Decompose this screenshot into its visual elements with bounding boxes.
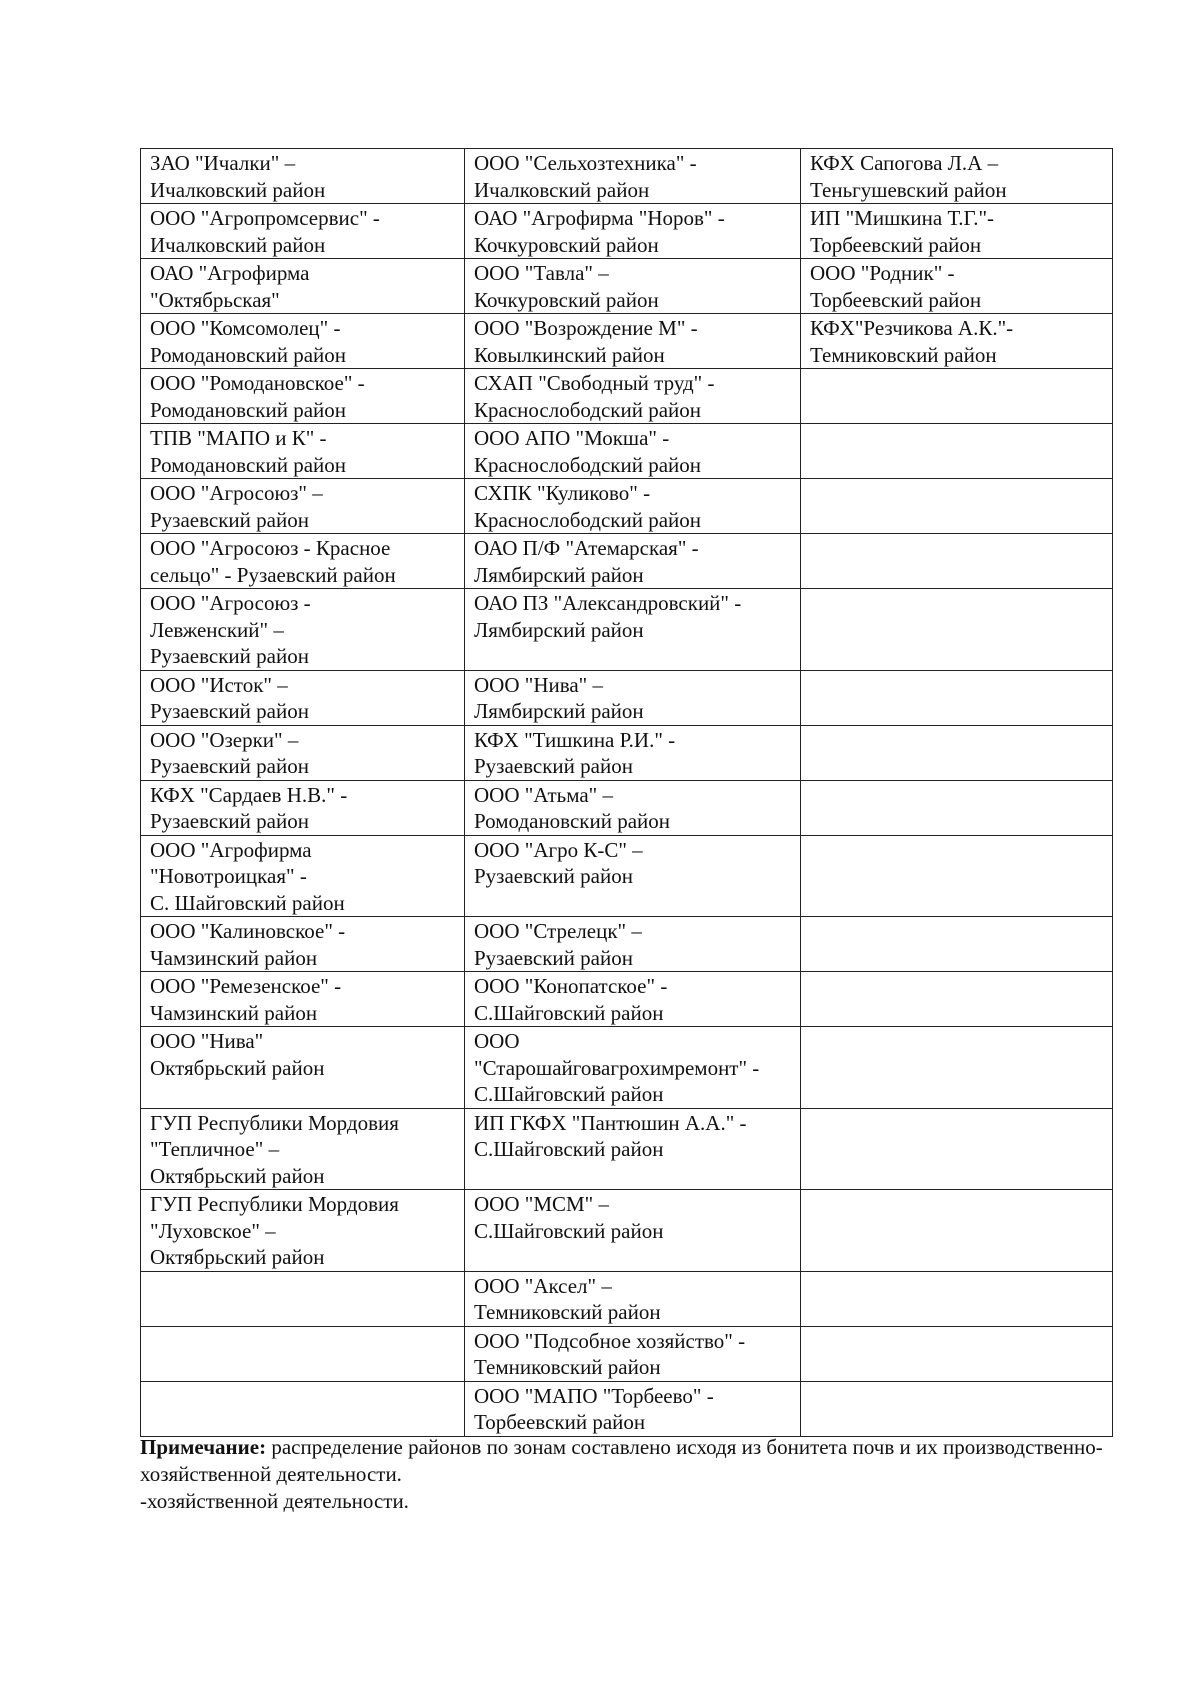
table-cell-col3 (801, 670, 1113, 725)
table-row (141, 259, 1113, 314)
table-row (141, 1381, 1113, 1436)
table-row (141, 725, 1113, 780)
table-cell-col2: ООО "Конопатское" - С.Шайговский район (465, 972, 801, 1027)
table-row (141, 369, 1113, 424)
table-cell-col1: ООО "Агросоюз" – Рузаевский район (141, 479, 465, 534)
table-row (141, 314, 1113, 369)
table-cell-col3 (801, 780, 1113, 835)
table-row (141, 1271, 1113, 1326)
table-cell-col2: ИП ГКФХ "Пантюшин А.А." - С.Шайговский район (465, 1108, 801, 1190)
table-cell-col3 (801, 725, 1113, 780)
table-row (141, 972, 1113, 1027)
table-cell-col2: ООО "Возрождение М" - Ковылкинский район (465, 314, 801, 369)
table-row (141, 1326, 1113, 1381)
table-row (141, 835, 1113, 917)
table-row (141, 1190, 1113, 1272)
enterprises-table (140, 148, 1113, 1437)
table-cell-col3 (801, 835, 1113, 917)
table-row (141, 479, 1113, 534)
table-cell-col2: ООО "Нива" – Лямбирский район (465, 670, 801, 725)
table-row (141, 424, 1113, 479)
table-cell-col1: ЗАО "Ичалки" – Ичалковский район (141, 149, 465, 204)
table-cell-col3 (801, 534, 1113, 589)
table-cell-col1 (141, 1326, 465, 1381)
table-cell-col3 (801, 1326, 1113, 1381)
table-cell-col1: КФХ "Сардаев Н.В." - Рузаевский район (141, 780, 465, 835)
table-cell-col1: ООО "Агрофирма "Новотроицкая" - С. Шайговский район (141, 835, 465, 917)
table-cell-col3 (801, 972, 1113, 1027)
table-cell-col3 (801, 1108, 1113, 1190)
table-cell-col3: ООО "Родник" - Торбеевский район (801, 259, 1113, 314)
table-cell-col2: ООО АПО "Мокша" - Краснослободский район (465, 424, 801, 479)
table-cell-col2: ООО "Старошайговагрохимремонт" - С.Шайговский район (465, 1027, 801, 1109)
table-cell-col3 (801, 917, 1113, 972)
note-label: Примечание: (140, 1435, 267, 1459)
table-cell-col1 (141, 1271, 465, 1326)
table-cell-col1: ООО "Агропромсервис" - Ичалковский район (141, 204, 465, 259)
table-cell-col2: СХАП "Свободный труд" - Краснослободский район (465, 369, 801, 424)
table-cell-col2: ООО "Стрелецк" – Рузаевский район (465, 917, 801, 972)
table-cell-col1: ООО "Ремезенское" - Чамзинский район (141, 972, 465, 1027)
table-cell-col3: КФХ Сапогова Л.А – Теньгушевский район (801, 149, 1113, 204)
table-cell-col2: ОАО ПЗ "Александровский" - Лямбирский район (465, 589, 801, 671)
table-cell-col3 (801, 424, 1113, 479)
table-cell-col2: ООО "МАПО "Торбеево" - Торбеевский район (465, 1381, 801, 1436)
table-cell-col3 (801, 369, 1113, 424)
table-cell-col2: ООО "Тавла" – Кочкуровский район (465, 259, 801, 314)
table-row (141, 534, 1113, 589)
table-cell-col2: ООО "Сельхозтехника" - Ичалковский район (465, 149, 801, 204)
table-cell-col2: ОАО П/Ф "Атемарская" - Лямбирский район (465, 534, 801, 589)
table-cell-col2: ООО "Подсобное хозяйство" - Темниковский район (465, 1326, 801, 1381)
note-main-line (140, 1435, 1103, 1486)
table-cell-col3 (801, 1271, 1113, 1326)
table-row (141, 1027, 1113, 1109)
table-row (141, 917, 1113, 972)
table-cell-col1: ООО "Агросоюз - Красное сельцо" - Рузаевский район (141, 534, 465, 589)
table-cell-col3: ИП "Мишкина Т.Г."- Торбеевский район (801, 204, 1113, 259)
table-row (141, 204, 1113, 259)
table-cell-col1: ООО "Агросоюз - Левженский" – Рузаевский район (141, 589, 465, 671)
note-extra-line: -хозяйственной деятельности. (140, 1489, 409, 1513)
note-paragraph (140, 1434, 1120, 1515)
table-cell-col1: ООО "Комсомолец" - Ромодановский район (141, 314, 465, 369)
table-row (141, 589, 1113, 671)
table-row (141, 670, 1113, 725)
note-text: распределение районов по зонам составлено исходя из бонитета почв и их производственно-хозяйственной деятельности. (140, 1435, 1103, 1486)
table-row (141, 780, 1113, 835)
table-row (141, 149, 1113, 204)
table-cell-col1: ООО "Нива" Октябрьский район (141, 1027, 465, 1109)
table-cell-col1 (141, 1381, 465, 1436)
table-cell-col2: СХПК "Куликово" - Краснослободский район (465, 479, 801, 534)
table-cell-col2: ООО "МСМ" – С.Шайговский район (465, 1190, 801, 1272)
table-body (141, 149, 1113, 1437)
table-cell-col1: ООО "Ромодановское" - Ромодановский район (141, 369, 465, 424)
table-row (141, 1108, 1113, 1190)
table-cell-col1: ГУП Республики Мордовия "Тепличное" – Октябрьский район (141, 1108, 465, 1190)
table-cell-col3 (801, 589, 1113, 671)
table-cell-col2: ООО "Аксел" – Темниковский район (465, 1271, 801, 1326)
table-cell-col1: ООО "Исток" – Рузаевский район (141, 670, 465, 725)
table-cell-col1: ТПВ "МАПО и К" - Ромодановский район (141, 424, 465, 479)
table-cell-col2: ОАО "Агрофирма "Норов" - Кочкуровский район (465, 204, 801, 259)
table-cell-col2: ООО "Атьма" – Ромодановский район (465, 780, 801, 835)
table-cell-col3 (801, 1381, 1113, 1436)
table-cell-col2: ООО "Агро К-С" – Рузаевский район (465, 835, 801, 917)
table-cell-col2: КФХ "Тишкина Р.И." - Рузаевский район (465, 725, 801, 780)
table-cell-col1: ООО "Озерки" – Рузаевский район (141, 725, 465, 780)
table-cell-col3 (801, 479, 1113, 534)
table-cell-col1: ГУП Республики Мордовия "Луховское" – Октябрьский район (141, 1190, 465, 1272)
table-cell-col3: КФХ"Резчикова А.К."- Темниковский район (801, 314, 1113, 369)
table-cell-col3 (801, 1190, 1113, 1272)
table-cell-col1: ООО "Калиновское" - Чамзинский район (141, 917, 465, 972)
table-cell-col1: ОАО "Агрофирма "Октябрьская" (141, 259, 465, 314)
table-cell-col3 (801, 1027, 1113, 1109)
